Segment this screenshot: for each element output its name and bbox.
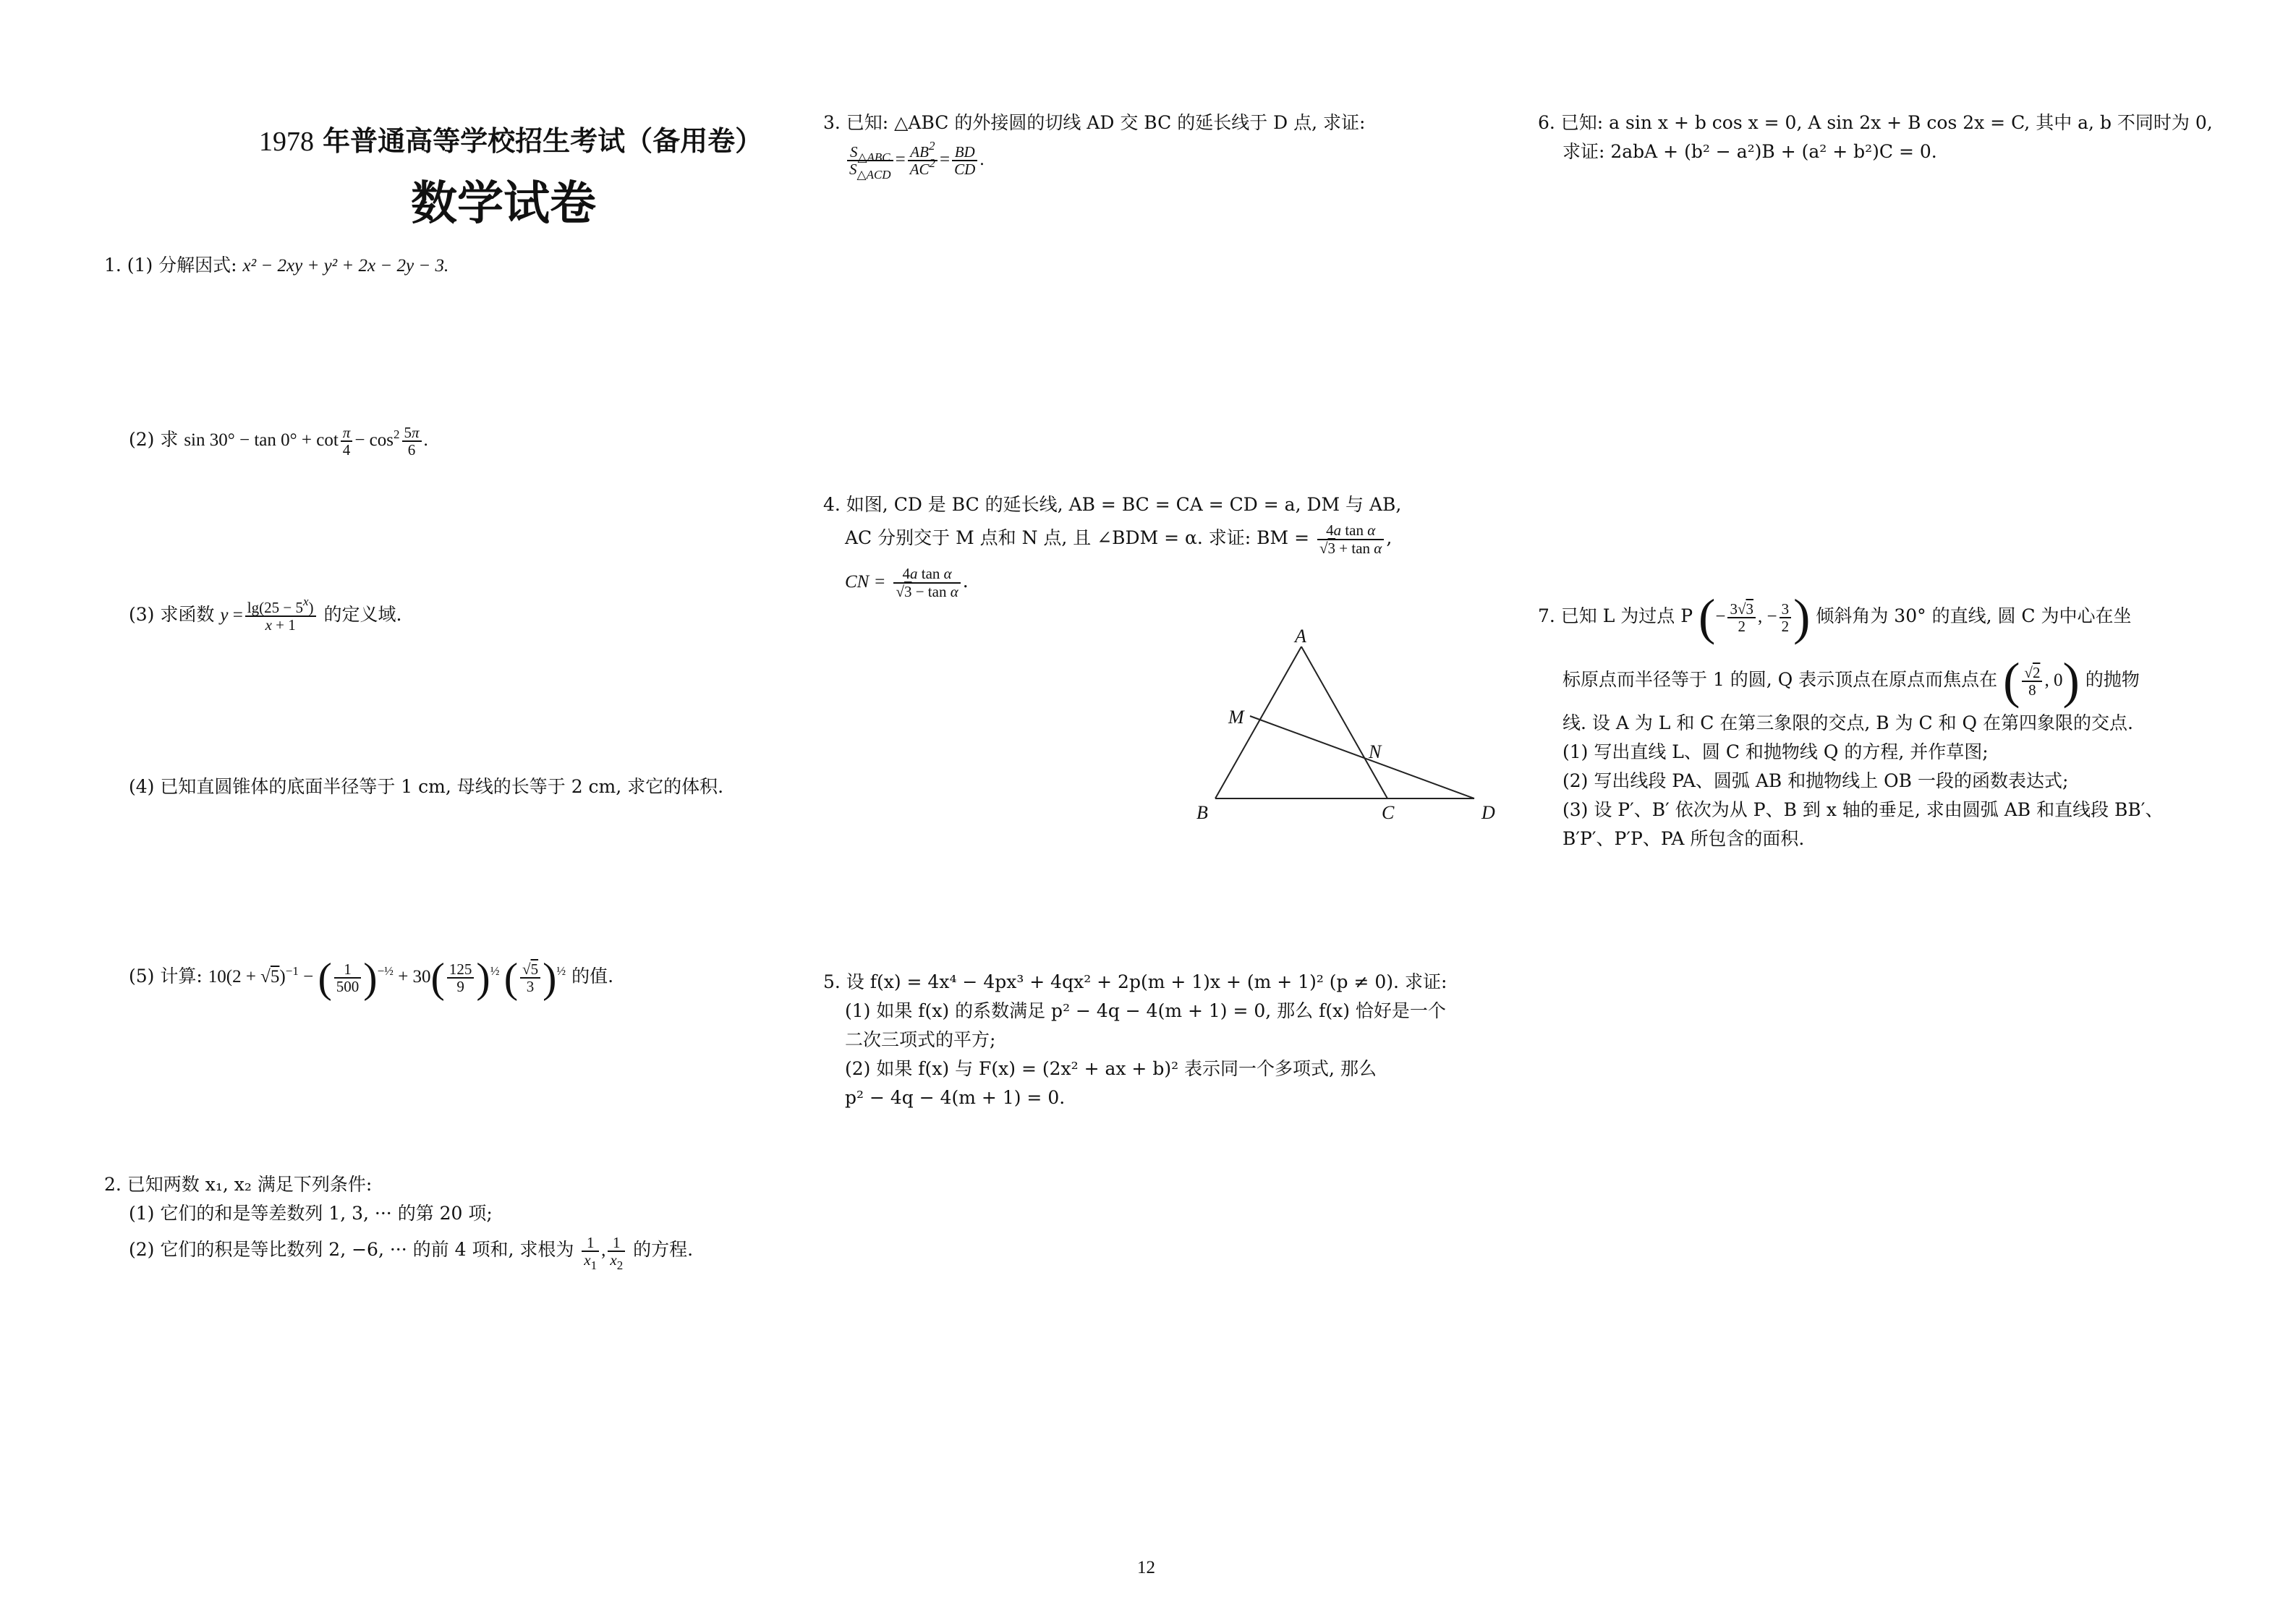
problem-1-1-expr: x² − 2xy + y² + 2x − 2y − 3.	[242, 256, 449, 276]
fraction-3-2: $\frac{3}{2}$	[1780, 601, 1792, 634]
problem-7-line-2-tail: 的抛物	[2085, 669, 2140, 690]
problem-7-line-7: B′P′、P′P、PA 所包含的面积.	[1562, 828, 1805, 849]
page-number: 12	[1137, 1558, 1155, 1577]
fraction-area-ratio: $\frac{S_{\triangle ABC}}{S_{\triangle ACD}}$	[847, 144, 893, 177]
problem-1-1	[104, 251, 448, 281]
fraction-1-500: $\frac{1}{500}$	[334, 961, 362, 994]
problem-7-line-1	[1538, 584, 2131, 649]
problem-2-line-3-tail: 的方程.	[633, 1239, 694, 1260]
problem-7-line-3: 线. 设 A 为 L 和 C 在第三象限的交点, B 为 C 和 Q 在第四象限的交点.	[1562, 712, 2133, 733]
segment-ac	[1301, 647, 1387, 798]
problem-2-line-2: (1) 它们的和是等差数列 1, 3, ··· 的第 20 项;	[129, 1203, 493, 1224]
problem-4-line-3: CN = $\frac{\text{4a tan α}}{\text{√3 − tan α}}$ .	[845, 565, 969, 600]
problem-1-3-expr: y = $\frac{\lg(25 - 5^x)}{x + 1}$	[220, 605, 318, 625]
label-d: D	[1481, 802, 1495, 823]
exam-title	[259, 123, 762, 160]
fraction-sqrt5-3: $\frac{√5}{3}$	[520, 961, 540, 994]
problem-2-roots: $\frac{1}{x_1}$ , $\frac{1}{x_2}$	[579, 1240, 627, 1260]
problem-4-line-2-head: AC 分别交于 M 点和 N 点, 且 ∠BDM = α. 求证: BM =	[845, 527, 1310, 548]
problem-5-line-4: (2) 如果 f(x) 与 F(x) = (2x² + ax + b)² 表示同一个多项式, 那么	[845, 1058, 1377, 1079]
fraction-sqrt2-8: $\frac{√2}{8}$	[2022, 665, 2042, 698]
problem-7-line-1-tail: 倾斜角为 30° 的直线, 圆 C 为中心在坐	[1816, 605, 2132, 626]
segment-md	[1250, 716, 1474, 798]
problem-2-line-3-head: (2) 它们的积是等比数列 2, −6, ··· 的前 4 项和, 求根为	[129, 1239, 574, 1260]
problem-1-1-label: 1. (1) 分解因式:	[104, 255, 237, 276]
problem-5-line-2: (1) 如果 f(x) 的系数满足 p² − 4q − 4(m + 1) = 0, 那么 f(x) 恰好是一个	[845, 1000, 1446, 1021]
problem-1-3	[129, 593, 401, 637]
fraction-lg: $\frac{\lg(25 - 5^x)}{x + 1}$	[245, 600, 316, 633]
problem-1-5-label: (5) 计算:	[129, 966, 203, 987]
problem-7-line-2	[1562, 648, 2140, 712]
problem-5-line-5: p² − 4q − 4(m + 1) = 0.	[845, 1087, 1066, 1108]
problem-1-2-label: (2) 求	[129, 429, 179, 450]
problem-4-cn: CN =	[845, 572, 886, 592]
fraction-5pi-6: $\frac{5\pi}{6}$	[402, 425, 422, 458]
problem-1-2	[129, 418, 428, 462]
problem-3-formula: $\frac{S_{\triangle ABC}}{S_{\triangle ACD}}$ = $\frac{AB^2}{AC^2}$ = $\frac{BD}{CD}$ .	[845, 133, 985, 187]
fraction-ab2-ac2: $\frac{AB^2}{AC^2}$	[908, 144, 937, 177]
point-p-coords: (− $\frac{3√3}{2}$ , − $\frac{3}{2}$ )	[1698, 589, 1811, 646]
problem-2-line-3	[129, 1228, 693, 1272]
problem-2-line-1: 2. 已知两数 x₁, x₂ 满足下列条件:	[104, 1174, 373, 1195]
problem-7-line-1-head: 7. 已知 L 为过点 P	[1538, 605, 1693, 626]
problem-1-5-tail: 的值.	[571, 966, 614, 987]
problem-7-line-2-head: 标原点而半径等于 1 的圆, Q 表示顶点在原点而焦点在	[1562, 669, 1998, 690]
triangle-figure	[1179, 621, 1519, 838]
problem-7-line-5: (2) 写出线段 PA、圆弧 AB 和抛物线上 OB 一段的函数表达式;	[1562, 770, 2069, 791]
label-a: A	[1295, 626, 1306, 647]
problem-5-line-3: 二次三项式的平方;	[845, 1029, 996, 1050]
problem-7-line-6: (3) 设 P′、B′ 依次为从 P、B 到 x 轴的垂足, 求由圆弧 AB 和直线段 BB′、	[1562, 799, 2164, 820]
problem-1-4: (4) 已知直圆锥体的底面半径等于 1 cm, 母线的长等于 2 cm, 求它的体积.	[129, 776, 724, 797]
problem-4-line-1: 4. 如图, CD 是 BC 的延长线, AB = BC = CA = CD = a, DM 与 AB,	[823, 494, 1402, 515]
problem-1-3-label: (3) 求函数	[129, 604, 215, 625]
fraction-cn: $\frac{\text{4a tan α}}{\text{√3 − tan α}}$	[893, 566, 960, 599]
fraction-1-x1: $\frac{1}{x_1}$	[582, 1235, 599, 1268]
label-n: N	[1369, 741, 1382, 762]
problem-6-line-1: 6. 已知: a sin x + b cos x = 0, A sin 2x + B cos 2x = C, 其中 a, b 不同时为 0,	[1538, 112, 2213, 133]
problem-1-3-tail: 的定义域.	[323, 604, 402, 625]
fraction-pi-4: $\frac{\pi}{4}$	[341, 425, 353, 458]
problem-1-5	[129, 947, 613, 1006]
problem-4-line-2: AC 分别交于 M 点和 N 点, 且 ∠BDM = α. 求证: BM = $\frac{\text{4a tan α}}{\text{√3 + tan α}}$ ,	[845, 521, 1393, 557]
fraction-125-9: $\frac{125}{9}$	[447, 961, 475, 994]
fraction-3sqrt3-2: $\frac{3√3}{2}$	[1727, 601, 1756, 634]
focus-coords: ( $\frac{√2}{8}$ , 0)	[2003, 653, 2080, 710]
problem-6-line-2: 求证: 2abA + (b² − a²)B + (a² + b²)C = 0.	[1562, 141, 1937, 162]
problem-1-5-expr: $10(2 + √5)^{-1}$ − ( $\frac{1}{500}$ )$^{-\frac{1}{2}}$ + 30( $\frac{125}{9}$ )$^{\frac{1}{2}}$ ( $\frac{√5}{3}$ )$^{\frac{1}{2}}$	[208, 954, 566, 1002]
paper-title: 数学试卷	[411, 177, 596, 231]
problem-3-line-1: 3. 已知: △ABC 的外接圆的切线 AD 交 BC 的延长线于 D 点, 求证:	[823, 112, 1366, 133]
fraction-bd-cd: $\frac{BD}{CD}$	[952, 144, 977, 177]
fraction-bm: $\frac{\text{4a tan α}}{\text{√3 + tan α}}$	[1317, 522, 1384, 555]
label-c: C	[1382, 802, 1395, 823]
problem-7-line-4: (1) 写出直线 L、圆 C 和抛物线 Q 的方程, 并作草图;	[1562, 741, 1989, 762]
problem-5-line-1: 5. 设 f(x) = 4x⁴ − 4px³ + 4qx² + 2p(m + 1)x + (m + 1)² (p ≠ 0). 求证:	[823, 971, 1447, 992]
fraction-1-x2: $\frac{1}{x_2}$	[608, 1235, 625, 1268]
exam-title-text: 年普通高等学校招生考试（备用卷）	[323, 124, 763, 157]
exam-year: 1978	[259, 127, 314, 157]
label-b: B	[1196, 802, 1208, 823]
problem-1-2-expr: sin 30° − tan 0° + cot $\frac{\pi}{4}$ − $\cos^2$ $\frac{5\pi}{6}$ .	[184, 424, 428, 459]
label-m: M	[1228, 707, 1244, 728]
